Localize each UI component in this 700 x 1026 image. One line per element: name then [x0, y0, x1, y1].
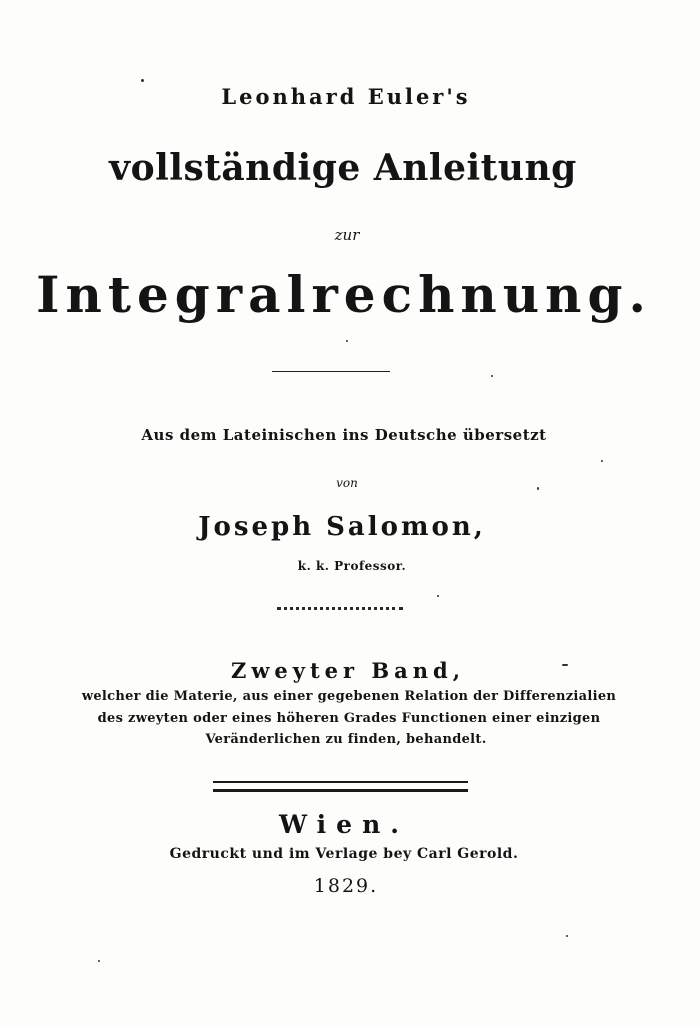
- thin-rule-divider: [272, 371, 390, 372]
- scan-speck: [98, 960, 100, 962]
- title-connector: zur: [334, 226, 360, 244]
- main-title: Integralrechnung.: [36, 265, 652, 324]
- dotted-rule-divider: [277, 607, 403, 610]
- scan-speck: [141, 79, 144, 82]
- printer-line: Gedruckt und im Verlage bey Carl Gerold.: [169, 846, 519, 862]
- translation-note: Aus dem Lateinischen ins Deutsche übersetzt: [141, 426, 547, 444]
- by-word: von: [336, 476, 358, 490]
- publication-year: 1829.: [313, 875, 379, 897]
- scan-speck: [437, 595, 439, 597]
- publication-city: Wien.: [279, 810, 409, 839]
- volume-heading: Zweyter Band,: [230, 658, 466, 683]
- scan-speck: [537, 487, 539, 490]
- volume-description-line: Veränderlichen zu finden, behandelt.: [205, 732, 487, 747]
- scan-speck: [566, 935, 568, 937]
- volume-description-line: des zweyten oder eines höheren Grades Functionen einer einzigen: [97, 711, 601, 726]
- title-line-1: vollständige Anleitung: [109, 147, 577, 189]
- author-line: Leonhard Euler's: [221, 84, 471, 109]
- scan-speck: [491, 375, 493, 377]
- scan-speck: [601, 460, 603, 462]
- scan-speck: [346, 340, 348, 342]
- double-rule-divider: [213, 781, 468, 792]
- scan-speck: [562, 664, 568, 666]
- translator-name: Joseph Salomon,: [198, 512, 486, 542]
- translator-title: k. k. Professor.: [297, 559, 407, 573]
- volume-description-line: welcher die Materie, aus einer gegebenen Relation der Differenzialien: [81, 689, 617, 704]
